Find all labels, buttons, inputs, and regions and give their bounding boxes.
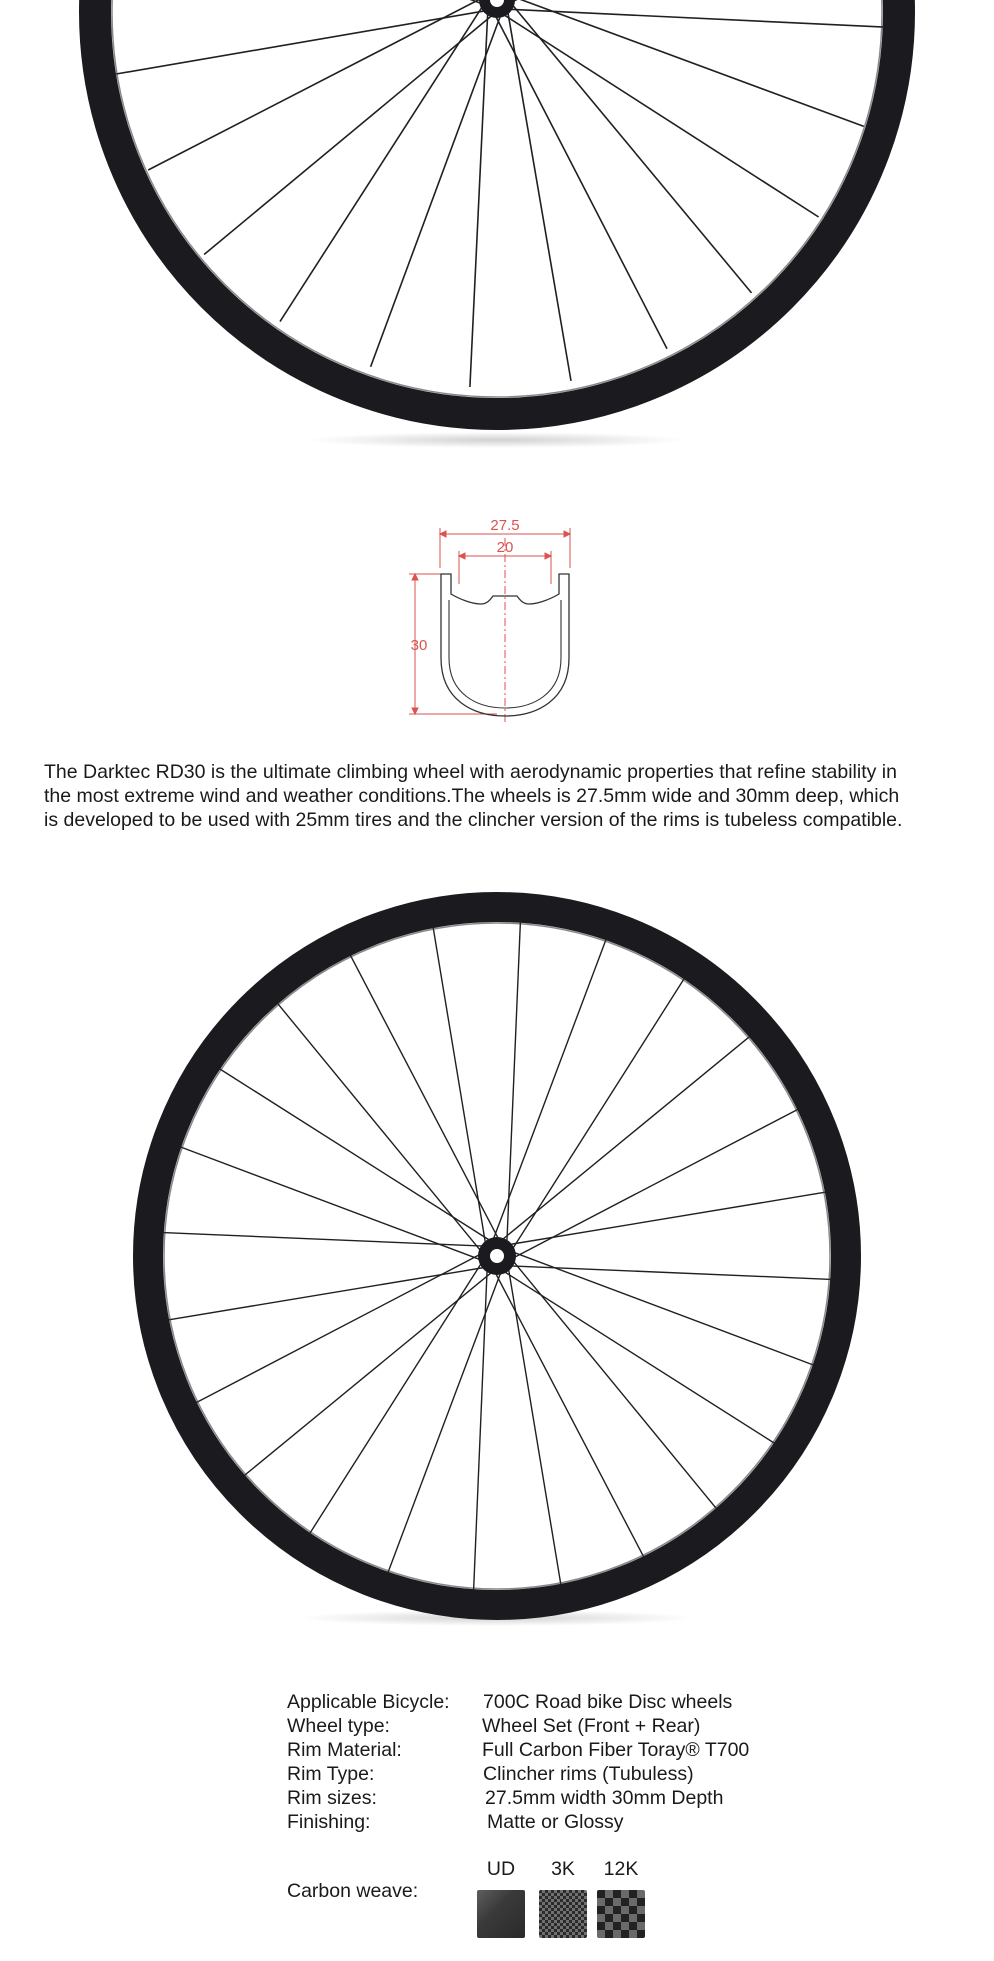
spec-label: Applicable Bicycle: xyxy=(287,1691,450,1713)
spoke xyxy=(504,15,819,217)
spoke xyxy=(180,1147,480,1260)
spoke xyxy=(496,16,668,349)
weave-option-ud-label: UD xyxy=(486,1858,516,1880)
spec-label: Rim sizes: xyxy=(287,1787,377,1809)
spoke xyxy=(130,0,481,4)
3k-weave-swatch xyxy=(539,1890,587,1938)
spec-value: Clincher rims (Tubuless) xyxy=(483,1763,694,1785)
weave-option-3k-label: 3K xyxy=(551,1858,575,1880)
spoke xyxy=(504,1272,775,1444)
carbon-weave-label: Carbon weave: xyxy=(287,1880,419,1902)
spec-label: Rim Material: xyxy=(287,1739,402,1761)
spoke xyxy=(474,1270,488,1590)
spoke xyxy=(509,1269,561,1585)
spoke xyxy=(510,9,884,27)
spoke xyxy=(508,12,571,381)
spec-value: 27.5mm width 30mm Depth xyxy=(485,1787,724,1809)
spoke xyxy=(514,1252,814,1365)
spoke xyxy=(116,11,485,74)
spoke xyxy=(493,939,606,1239)
inner-width-label: 20 xyxy=(496,539,514,556)
rim-profile-diagram xyxy=(397,508,597,730)
spec-value: Wheel Set (Front + Rear) xyxy=(482,1715,701,1737)
ud-weave-swatch xyxy=(477,1890,525,1938)
12k-weave-swatch xyxy=(597,1890,645,1938)
spoke xyxy=(510,1192,826,1244)
spoke xyxy=(433,927,485,1243)
spec-value: Matte or Glossy xyxy=(487,1811,624,1833)
wheel-top-image xyxy=(0,0,994,470)
spec-label: Rim Type: xyxy=(287,1763,375,1785)
spoke xyxy=(244,1272,492,1476)
description-line: is developed to be used with 25mm tires and the clincher version of the rims is tubeless compatible. xyxy=(44,809,903,831)
spoke xyxy=(219,1069,490,1241)
spoke xyxy=(513,1261,717,1509)
spoke xyxy=(310,1263,482,1534)
spoke xyxy=(513,0,846,2)
outer-width-label: 27.5 xyxy=(490,517,520,534)
weave-option-12k-label: 12K xyxy=(603,1858,639,1880)
spec-label: Finishing: xyxy=(287,1811,371,1833)
spec-value: Full Carbon Fiber Toray® T700 xyxy=(482,1739,750,1761)
spoke xyxy=(350,955,498,1239)
depth-label: 30 xyxy=(410,637,428,654)
spec-value: 700C Road bike Disc wheels xyxy=(483,1691,733,1713)
spoke xyxy=(507,922,521,1242)
spoke xyxy=(502,1036,750,1240)
wheel-full-image xyxy=(0,880,994,1640)
product-description xyxy=(44,760,964,832)
spoke xyxy=(168,1268,484,1320)
spoke xyxy=(277,1003,481,1251)
spoke xyxy=(371,16,501,367)
spoke xyxy=(513,978,685,1249)
spoke xyxy=(470,13,488,387)
spoke xyxy=(163,1233,483,1247)
spoke xyxy=(495,1273,643,1557)
spoke xyxy=(514,1109,798,1257)
spoke xyxy=(196,1254,480,1402)
description-line: The Darktec RD30 is the ultimate climbing wheel with aerodynamic properties that refine stability in xyxy=(44,761,897,783)
description-line: the most extreme wind and weather conditions.The wheels is 27.5mm wide and 30mm deep, which xyxy=(44,785,900,807)
spoke xyxy=(511,1266,831,1280)
spoke xyxy=(513,0,864,126)
spoke xyxy=(280,7,482,322)
spoke xyxy=(388,1273,501,1573)
spec-label: Wheel type: xyxy=(287,1715,390,1737)
